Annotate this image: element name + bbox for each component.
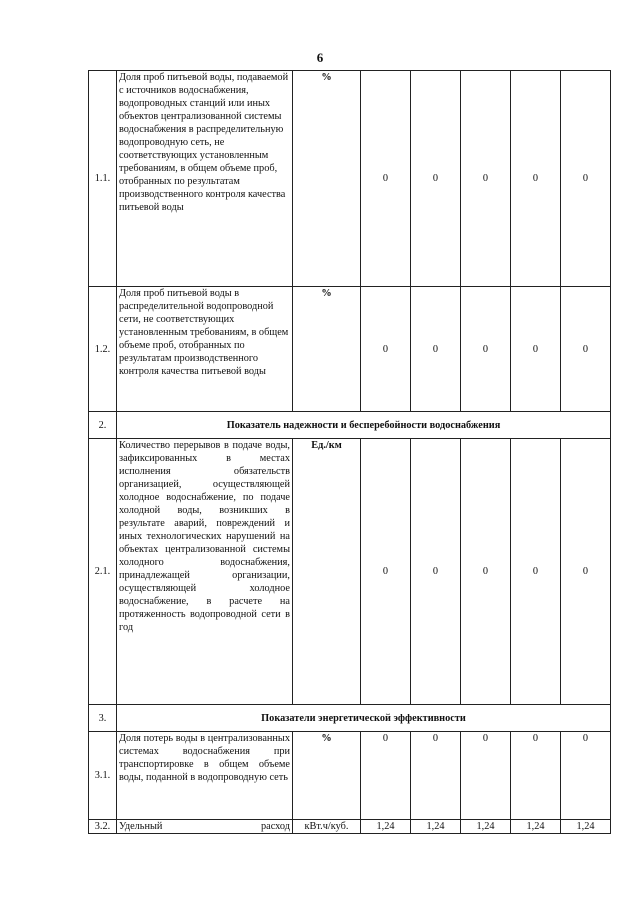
indicator-description <box>117 820 293 834</box>
unit-cell: Ед./км <box>293 439 361 705</box>
value-cell: 0 <box>511 287 561 412</box>
indicator-description: Количество перерывов в подаче воды, зафиксированных в местах исполнения обязательств организацией, осуществляющей холодное водоснабжение, по подаче холодной воды, возникших в результате аварий, повреждений и иных технологических нарушений на объектах централизованной системы холодного водоснабжения, принадлежащей организации, осуществляющей холодное водоснабжение, в расчете на протяженность водопроводной сети в год <box>117 439 293 705</box>
value-cell: 0 <box>461 71 511 287</box>
description-word: расход <box>261 821 290 832</box>
value-cell: 0 <box>411 439 461 705</box>
value-cell: 0 <box>461 287 511 412</box>
value-cell: 0 <box>561 732 611 820</box>
unit-cell: кВт.ч/куб. <box>293 820 361 834</box>
row-number: 1.1. <box>89 71 117 287</box>
value-cell: 0 <box>411 732 461 820</box>
indicators-table <box>88 70 611 834</box>
indicator-description: Доля проб питьевой воды в распределительной водопроводной сети, не соответствующих установленным требованиям, в общем объеме проб, отобранных по результатам производственного контроля качества питьевой воды <box>117 287 293 412</box>
page-number: 6 <box>316 50 324 65</box>
value-cell: 0 <box>511 71 561 287</box>
value-cell: 0 <box>511 439 561 705</box>
value-cell: 0 <box>561 439 611 705</box>
section-title: Показатели энергетической эффективности <box>117 705 611 732</box>
unit-cell: % <box>293 71 361 287</box>
table-row <box>89 439 611 705</box>
value-cell: 1,24 <box>461 820 511 834</box>
value-cell: 1,24 <box>511 820 561 834</box>
value-cell: 0 <box>461 732 511 820</box>
value-cell: 0 <box>561 71 611 287</box>
value-cell: 0 <box>411 71 461 287</box>
value-cell: 0 <box>361 732 411 820</box>
unit-cell: % <box>293 732 361 820</box>
description-word: Удельный <box>119 821 163 832</box>
section-title: Показатель надежности и бесперебойности водоснабжения <box>117 412 611 439</box>
section-number: 2. <box>89 412 117 439</box>
value-cell: 0 <box>361 71 411 287</box>
value-cell: 1,24 <box>361 820 411 834</box>
value-cell: 0 <box>361 287 411 412</box>
indicator-description: Доля потерь воды в централизованных системах водоснабжения при транспортировке в общем объеме воды, поданной в водопроводную сеть <box>117 732 293 820</box>
section-header-row <box>89 705 611 732</box>
value-cell: 1,24 <box>561 820 611 834</box>
value-cell: 0 <box>361 439 411 705</box>
indicator-description: Доля проб питьевой воды, подаваемой с источников водоснабжения, водопроводных станций или иных объектов централизованной системы водоснабжения в распределительную водопроводную сеть, не соответствующих установленным требованиям, в общем объеме проб, отобранных по результатам производственного контроля качества питьевой воды <box>117 71 293 287</box>
table-row <box>89 287 611 412</box>
row-number: 2.1. <box>89 439 117 705</box>
row-number: 1.2. <box>89 287 117 412</box>
value-cell: 0 <box>511 732 561 820</box>
table-row <box>89 820 611 834</box>
row-number: 3.2. <box>89 820 117 834</box>
table-row <box>89 732 611 820</box>
section-header-row <box>89 412 611 439</box>
row-number: 3.1. <box>89 732 117 820</box>
value-cell: 0 <box>561 287 611 412</box>
value-cell: 0 <box>461 439 511 705</box>
section-number: 3. <box>89 705 117 732</box>
table-row <box>89 71 611 287</box>
value-cell: 1,24 <box>411 820 461 834</box>
value-cell: 0 <box>411 287 461 412</box>
unit-cell: % <box>293 287 361 412</box>
